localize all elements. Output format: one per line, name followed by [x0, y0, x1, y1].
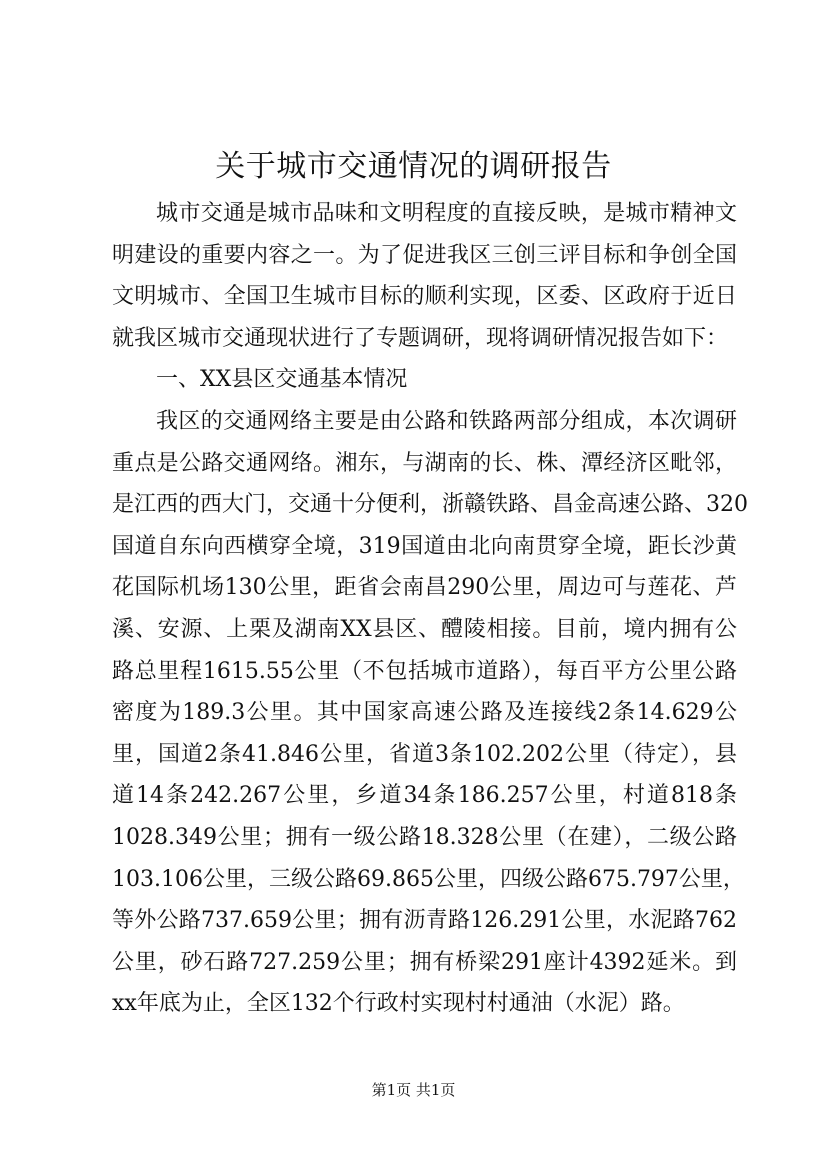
body-text-line: 公里，砂石路727.259公里；拥有桥梁291座计4392延米。到 — [112, 949, 737, 975]
body-text-line: 道14条242.267公里，乡道34条186.257公里，村道818条 — [112, 783, 737, 809]
body-text-line: 城市交通是城市品味和文明程度的直接反映，是城市精神文 — [156, 201, 737, 226]
body-text-line: 文明城市、全国卫生城市目标的顺利实现，区委、区政府于近日 — [112, 284, 737, 310]
body-text-line: 里，国道2条41.846公里，省道3条102.202公里（待定），县 — [112, 741, 737, 767]
body-text-line: 是江西的西大门，交通十分便利，浙赣铁路、昌金高速公路、320 — [112, 492, 748, 518]
body-text-line: 密度为189.3公里。其中国家高速公路及连接线2条14.629公 — [112, 700, 737, 726]
body-text-line: 溪、安源、上栗及湖南XX县区、醴陵相接。目前，境内拥有公 — [112, 616, 737, 642]
body-text-line: 等外公路737.659公里；拥有沥青路126.291公里，水泥路762 — [112, 908, 737, 934]
body-text-line: 路总里程1615.55公里（不包括城市道路），每百平方公里公路 — [112, 658, 737, 684]
body-text-line: 就我区城市交通现状进行了专题调研，现将调研情况报告如下： — [112, 325, 729, 351]
page-footer: 第1页 共1页 — [371, 1081, 456, 1099]
body-text-line: 一、XX县区交通基本情况 — [156, 367, 408, 393]
document-body — [112, 193, 748, 1025]
body-text-line: 重点是公路交通网络。湘东，与湖南的长、株、潭经济区毗邻， — [112, 450, 737, 476]
body-text-line: 花国际机场130公里，距省会南昌290公里，周边可与莲花、芦 — [112, 575, 737, 601]
document-title: 关于城市交通情况的调研报告 — [215, 149, 612, 184]
body-text-line: 103.106公里，三级公路69.865公里，四级公路675.797公里， — [112, 866, 745, 892]
body-text-line: xx年底为止，全区132个行政村实现村村通油（水泥）路。 — [112, 991, 685, 1017]
body-text-line: 明建设的重要内容之一。为了促进我区三创三评目标和争创全国 — [112, 242, 737, 268]
body-text-line: 我区的交通网络主要是由公路和铁路两部分组成，本次调研 — [156, 408, 737, 434]
body-text-line: 1028.349公里；拥有一级公路18.328公里（在建），二级公路 — [112, 824, 737, 850]
body-text-line: 国道自东向西横穿全境，319国道由北向南贯穿全境，距长沙黄 — [112, 533, 737, 559]
